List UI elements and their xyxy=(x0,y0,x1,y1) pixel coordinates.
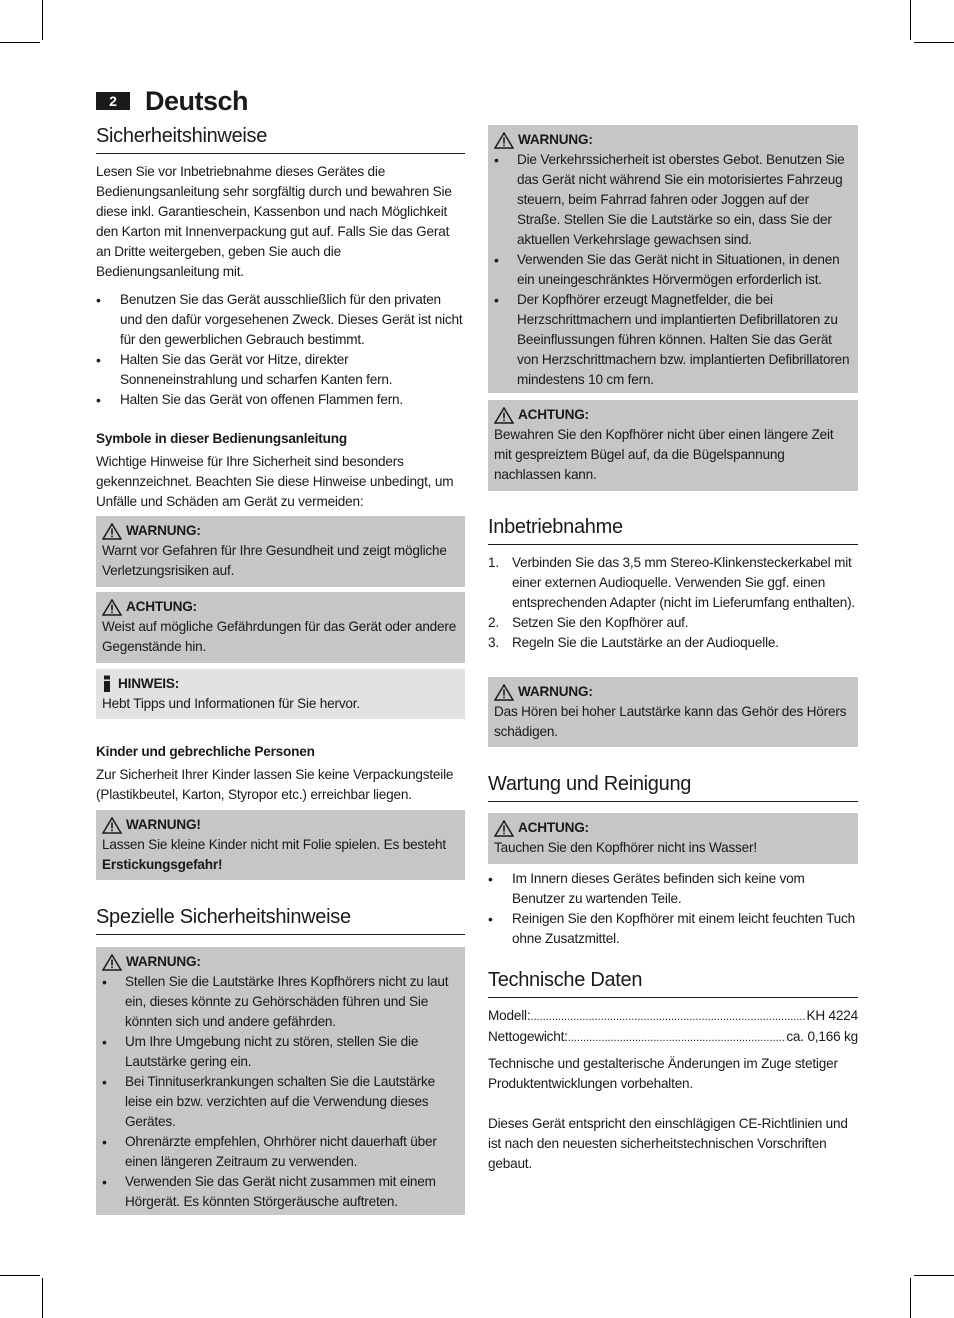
box-header xyxy=(102,815,459,835)
list-item: • Halten Sie das Gerät vor Hitze, direkter Sonneneinstrahlung und scharfen Kanten fern. xyxy=(96,350,465,390)
box-header xyxy=(102,521,459,541)
children-text: Zur Sicherheit Ihrer Kinder lassen Sie keine Verpackungsteile (Plastikbeutel, Karton, Styropor etc.) erreichbar liegen. xyxy=(96,767,454,802)
list-item: • Die Verkehrssicherheit ist oberstes Gebot. Benutzen Sie das Gerät nicht während Sie ein motorisiertes Fahrzeug steuern, beim Fahrrad fahren oder Joggen auf der Straße. Stellen Sie die Lautstärke so ein, dass Sie der aktuellen Verkehrslage gewachsen sind. xyxy=(494,150,852,250)
box-header xyxy=(494,405,852,425)
list-item: • Um Ihre Umgebung nicht zu stören, stellen Sie die Lautstärke gering ein. xyxy=(102,1032,459,1072)
crop-mark xyxy=(42,1278,43,1318)
caution-box xyxy=(96,592,465,663)
warning-triangle-icon xyxy=(102,523,122,540)
crop-mark xyxy=(0,1275,40,1276)
list-item xyxy=(488,553,858,613)
box-label: ACHTUNG: xyxy=(126,599,197,614)
specs-note-ce: Dieses Gerät entspricht den einschlägigen CE-Richtlinien und ist nach den neuesten sicherheitstechnischen Vorschriften gebaut. xyxy=(488,1116,848,1171)
list-item: • Reinigen Sie den Kopfhörer mit einem leicht feuchten Tuch ohne Zusatzmittel. xyxy=(488,909,858,949)
box-text-bold: Erstickungsgefahr! xyxy=(102,857,223,872)
section-title-safety: Sicherheitshinweise xyxy=(96,124,465,154)
box-header xyxy=(102,674,459,694)
children-warning-box xyxy=(96,810,465,880)
children-heading: Kinder und gebrechliche Personen xyxy=(96,744,315,759)
list-item: • Im Innern dieses Gerätes befinden sich keine vom Benutzer zu wartenden Teile. xyxy=(488,869,858,909)
box-header xyxy=(494,130,852,150)
crop-mark xyxy=(42,0,43,40)
traffic-warning-box xyxy=(488,125,858,393)
step-number: 1. xyxy=(488,555,499,570)
section-title-specs: Technische Daten xyxy=(488,968,858,998)
maintenance-bullets xyxy=(488,869,858,949)
setup-steps xyxy=(488,553,858,653)
list-item xyxy=(488,633,858,653)
warning-triangle-icon xyxy=(494,132,514,149)
list-item: • Ohrenärzte empfehlen, Ohrhörer nicht dauerhaft über einen längeren Zeitraum zu verwenden. xyxy=(102,1132,459,1172)
box-header xyxy=(494,682,852,702)
crop-mark xyxy=(0,42,40,43)
specs-note-changes: Technische und gestalterische Änderungen im Zuge stetiger Produktentwicklungen vorbehalten. xyxy=(488,1056,838,1091)
warning-triangle-icon xyxy=(102,954,122,971)
section-title-special: Spezielle Sicherheitshinweise xyxy=(96,905,465,935)
warning-triangle-icon xyxy=(494,684,514,701)
box-header xyxy=(102,952,459,972)
box-label: WARNUNG! xyxy=(126,817,201,832)
spec-value: KH 4224 xyxy=(806,1008,858,1023)
language-title: Deutsch xyxy=(145,86,249,116)
box-text: Warnt vor Gefahren für Ihre Gesundheit und zeigt mögliche Verletzungsrisiken auf. xyxy=(102,543,447,578)
box-label: ACHTUNG: xyxy=(518,820,589,835)
list-item: • Benutzen Sie das Gerät ausschließlich für den privaten und den dafür vorgesehenen Zweck. Dieses Gerät ist nicht für den gewerblichen Gebrauch bestimmt. xyxy=(96,290,465,350)
note-box xyxy=(96,669,465,719)
info-icon xyxy=(102,675,114,693)
page-number: 2 xyxy=(96,92,130,110)
box-text-regular: Lassen Sie kleine Kinder nicht mit Folie spielen. Es besteht xyxy=(102,837,446,852)
warning-triangle-icon xyxy=(102,599,122,616)
list-item: • Verwenden Sie das Gerät nicht zusammen mit einem Hörgerät. Es könnten Störgeräusche auftreten. xyxy=(102,1172,459,1212)
leader-dots xyxy=(530,1006,806,1027)
section-title-maintenance: Wartung und Reinigung xyxy=(488,772,858,802)
volume-warning-box xyxy=(488,677,858,747)
spec-row xyxy=(488,1027,858,1048)
crop-mark xyxy=(914,1275,954,1276)
step-number: 3. xyxy=(488,635,499,650)
safety-intro: Lesen Sie vor Inbetriebnahme dieses Gerätes die Bedienungsanleitung sehr sorgfältig durch und bewahren Sie diese inkl. Garantieschein, Kassenbon und nach Möglichkeit den Karton mit Innenverpackung gut auf. Falls Sie das Gerat an Dritte weitergeben, geben Sie auch die Bedienungsanleitung mit. xyxy=(96,164,452,279)
step-text: Verbinden Sie das 3,5 mm Stereo-Klinkensteckerkabel mit einer externen Audioquelle. Verwenden Sie ggf. einen entsprechenden Adapter (nicht im Lieferumfang enthalten). xyxy=(512,555,856,610)
warning-box xyxy=(96,516,465,587)
spec-value: ca. 0,166 kg xyxy=(786,1029,858,1044)
special-section xyxy=(96,905,465,935)
list-item xyxy=(488,613,858,633)
spec-label: Nettogewicht: xyxy=(488,1029,568,1044)
crop-mark xyxy=(910,0,911,40)
warning-triangle-icon xyxy=(102,817,122,834)
safety-bullets xyxy=(96,290,465,410)
special-warning-box xyxy=(96,947,465,1215)
leader-dots xyxy=(568,1027,787,1048)
spec-row xyxy=(488,1006,858,1027)
traffic-bullets xyxy=(494,150,852,390)
specs-table xyxy=(488,1006,858,1048)
warning-triangle-icon xyxy=(494,820,514,837)
step-number: 2. xyxy=(488,615,499,630)
box-text xyxy=(102,835,459,875)
crop-mark xyxy=(914,42,954,43)
box-header xyxy=(102,597,459,617)
box-label: HINWEIS: xyxy=(118,676,180,691)
box-text: Bewahren Sie den Kopfhörer nicht über einen längere Zeit mit gespreiztem Bügel auf, da die Bügelspannung nachlassen kann. xyxy=(494,427,834,482)
symbols-heading: Symbole in dieser Bedienungsanleitung xyxy=(96,431,347,446)
step-text: Regeln Sie die Lautstärke an der Audioquelle. xyxy=(512,635,779,650)
crop-mark xyxy=(910,1278,911,1318)
warning-triangle-icon xyxy=(494,407,514,424)
box-text: Hebt Tipps und Informationen für Sie hervor. xyxy=(102,696,360,711)
water-caution-box xyxy=(488,813,858,864)
box-text: Weist auf mögliche Gefährdungen für das Gerät oder andere Gegenstände hin. xyxy=(102,619,457,654)
headband-caution-box xyxy=(488,400,858,491)
list-item: • Verwenden Sie das Gerät nicht in Situationen, in denen ein uneingeschränktes Hörvermögen erforderlich ist. xyxy=(494,250,852,290)
box-label: WARNUNG: xyxy=(126,523,201,538)
box-text: Das Hören bei hoher Lautstärke kann das Gehör des Hörers schädigen. xyxy=(494,704,847,739)
box-label: WARNUNG: xyxy=(518,684,593,699)
list-item: • Bei Tinnituserkrankungen schalten Sie die Lautstärke leise ein bzw. verzichten auf die Verwendung dieses Gerätes. xyxy=(102,1072,459,1132)
list-item: • Stellen Sie die Lautstärke Ihres Kopfhörers nicht zu laut ein, dieses könnte zu Gehörschäden führen und Sie könnten sich und andere gefährden. xyxy=(102,972,459,1032)
special-bullets xyxy=(102,972,459,1212)
setup-section xyxy=(488,515,858,545)
list-item: • Halten Sie das Gerät von offenen Flammen fern. xyxy=(96,390,465,410)
section-title-setup: Inbetriebnahme xyxy=(488,515,858,545)
box-label: ACHTUNG: xyxy=(518,407,589,422)
step-text: Setzen Sie den Kopfhörer auf. xyxy=(512,615,689,630)
box-label: WARNUNG: xyxy=(126,954,201,969)
box-text: Tauchen Sie den Kopfhörer nicht ins Wasser! xyxy=(494,840,757,855)
box-header xyxy=(494,818,852,838)
symbols-text: Wichtige Hinweise für Ihre Sicherheit sind besonders gekennzeichnet. Beachten Sie diese Hinweise unbedingt, um Unfälle und Schäden am Gerät zu vermeiden: xyxy=(96,454,454,509)
spec-label: Modell: xyxy=(488,1008,531,1023)
safety-section xyxy=(96,124,465,154)
specs-section xyxy=(488,968,858,998)
list-item: • Der Kopfhörer erzeugt Magnetfelder, die bei Herzschrittmachern und implantierten Defibrillatoren zu Beeinflussungen führen können. Halten Sie das Gerät von Herzschrittmachern bzw. implantierten Defibrillatoren mindestens 10 cm fern. xyxy=(494,290,852,390)
maintenance-section xyxy=(488,772,858,802)
box-label: WARNUNG: xyxy=(518,132,593,147)
